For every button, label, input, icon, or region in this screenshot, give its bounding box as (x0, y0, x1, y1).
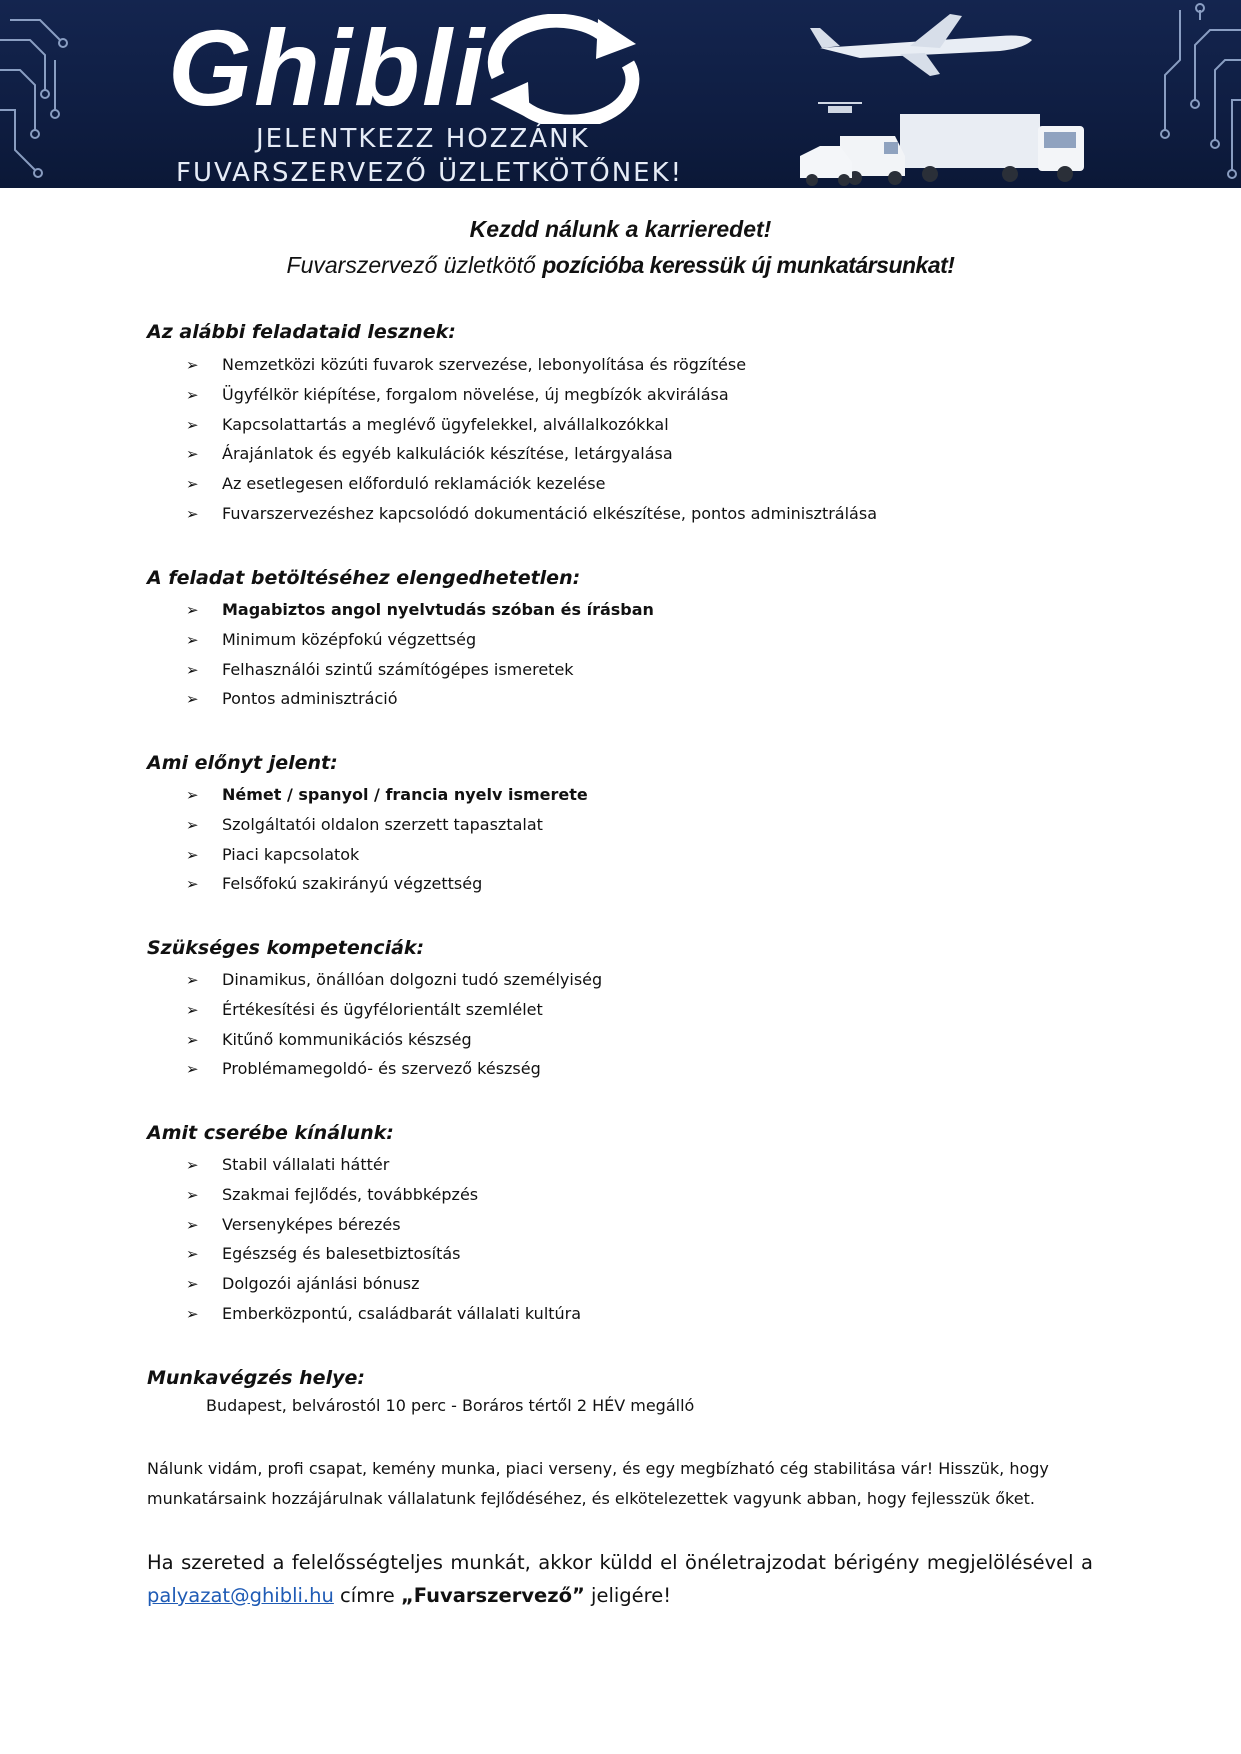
list-item: ➢ Értékesítési és ügyfélorientált szemlélet (186, 995, 602, 1025)
arrow-bullet-icon: ➢ (186, 690, 199, 709)
arrow-bullet-icon: ➢ (186, 845, 199, 864)
section-title-location: Munkavégzés helye: (147, 1367, 365, 1389)
closing-end: jeligére! (584, 1584, 672, 1607)
logo: Ghibli (168, 7, 486, 128)
list-item: ➢ Az esetlegesen előforduló reklamációk kezelése (186, 469, 877, 499)
email-link[interactable]: palyazat@ghibli.hu (147, 1584, 334, 1607)
list-item: ➢ Minimum középfokú végzettség (186, 625, 654, 655)
list-item: ➢ Felsőfokú szakirányú végzettség (186, 869, 588, 899)
closing-line: Ha szereted a felelősségteljes munkát, akkor küldd el önéletrajzodat bérigény megjelölésével a (147, 1551, 1093, 1574)
list-item: ➢ Ügyfélkör kiépítése, forgalom növelése, új megbízók akvirálása (186, 380, 877, 410)
list-item: ➢ Pontos adminisztráció (186, 684, 654, 714)
arrow-bullet-icon: ➢ (186, 1060, 199, 1079)
arrow-bullet-icon: ➢ (186, 1185, 199, 1204)
tasks-list (186, 350, 877, 529)
section-title-tasks: Az alábbi feladataid lesznek: (147, 321, 456, 343)
truck-icon (900, 114, 1084, 182)
arrow-bullet-icon: ➢ (186, 630, 199, 649)
offers-list (186, 1150, 581, 1329)
arrow-bullet-icon: ➢ (186, 1215, 199, 1234)
arrow-bullet-icon: ➢ (186, 475, 199, 494)
section-title-requirements: A feladat betöltéséhez elengedhetetlen: (147, 567, 581, 589)
header-banner (0, 0, 1241, 188)
recycle-arrows-icon (478, 14, 648, 124)
application-instructions (147, 1546, 1093, 1612)
work-location: Budapest, belvárostól 10 perc - Boráros tértől 2 HÉV megálló (206, 1396, 695, 1415)
arrow-bullet-icon: ➢ (186, 875, 199, 894)
company-description: Nálunk vidám, profi csapat, kemény munka, piaci verseny, és egy megbízható cég stabilitása vár! Hisszük, hogy munkatársaink hozzájárulnak vállalatunk fejlődéséhez, és elkötelezettek vagyunk abban, hogy fejlesszük őket. (147, 1459, 1049, 1508)
arrow-bullet-icon: ➢ (186, 1245, 199, 1264)
arrow-bullet-icon: ➢ (186, 1275, 199, 1294)
list-item: ➢ Nemzetközi közúti fuvarok szervezése, lebonyolítása és rögzítése (186, 350, 877, 380)
arrow-bullet-icon: ➢ (186, 1156, 199, 1174)
arrow-bullet-icon: ➢ (186, 504, 199, 523)
list-item: ➢ Dolgozói ajánlási bónusz (186, 1269, 581, 1299)
list-item: ➢ Kitűnő kommunikációs készség (186, 1025, 602, 1055)
closing-middle: címre (333, 1584, 401, 1607)
list-item: ➢ Szakmai fejlődés, továbbképzés (186, 1180, 581, 1210)
airplane-icon (810, 14, 1032, 76)
banner-tagline-2: FUVARSZERVEZŐ ÜZLETKÖTŐNEK! (176, 158, 684, 188)
arrow-bullet-icon: ➢ (186, 356, 199, 374)
banner-tagline-1: JELENTKEZZ HOZZÁNK (256, 124, 590, 154)
arrow-bullet-icon: ➢ (186, 601, 199, 619)
list-item: ➢ Magabiztos angol nyelvtudás szóban és írásban (186, 595, 654, 625)
list-item: ➢ Német / spanyol / francia nyelv ismerete (186, 780, 588, 810)
list-item: ➢ Emberközpontú, családbarát vállalati kultúra (186, 1299, 581, 1329)
list-item: ➢ Stabil vállalati háttér (186, 1150, 581, 1180)
list-item: ➢ Egészség és balesetbiztosítás (186, 1239, 581, 1269)
list-item: ➢ Problémamegoldó- és szervező készség (186, 1054, 602, 1084)
competencies-list (186, 965, 602, 1084)
list-item: ➢ Versenyképes bérezés (186, 1210, 581, 1240)
section-title-competencies: Szükséges kompetenciák: (147, 937, 425, 959)
arrow-bullet-icon: ➢ (186, 385, 199, 404)
page-title: Kezdd nálunk a karrieredet! (469, 216, 772, 242)
page-subtitle (0, 252, 1241, 279)
arrow-bullet-icon: ➢ (186, 415, 199, 434)
vehicles-illustration (800, 6, 1100, 186)
subtitle-regular: Fuvarszervező üzletkötő (286, 252, 543, 278)
advantages-list (186, 780, 588, 899)
list-item: ➢ Árajánlatok és egyéb kalkulációk készítése, letárgyalása (186, 439, 877, 469)
arrow-bullet-icon: ➢ (186, 815, 199, 834)
closing-keyword: „Fuvarszervező” (400, 1584, 585, 1607)
arrow-bullet-icon: ➢ (186, 1030, 199, 1049)
arrow-bullet-icon: ➢ (186, 1000, 199, 1019)
arrow-bullet-icon: ➢ (186, 1304, 199, 1323)
list-item: ➢ Fuvarszervezéshez kapcsolódó dokumentáció elkészítése, pontos adminisztrálása (186, 499, 877, 529)
list-item: ➢ Kapcsolattartás a meglévő ügyfelekkel, alvállalkozókkal (186, 410, 877, 440)
section-title-advantages: Ami előnyt jelent: (147, 752, 338, 774)
car-icon (800, 146, 852, 186)
requirements-list (186, 595, 654, 714)
list-item: ➢ Piaci kapcsolatok (186, 840, 588, 870)
drone-icon (818, 103, 862, 113)
section-title-offers: Amit cserébe kínálunk: (147, 1122, 394, 1144)
subtitle-bold: pozícióba keressük új munkatársunkat! (542, 252, 955, 278)
arrow-bullet-icon: ➢ (186, 971, 199, 989)
list-item: ➢ Dinamikus, önállóan dolgozni tudó személyiség (186, 965, 602, 995)
list-item: ➢ Felhasználói szintű számítógépes ismeretek (186, 655, 654, 685)
list-item: ➢ Szolgáltatói oldalon szerzett tapasztalat (186, 810, 588, 840)
arrow-bullet-icon: ➢ (186, 786, 199, 804)
arrow-bullet-icon: ➢ (186, 445, 199, 464)
arrow-bullet-icon: ➢ (186, 660, 199, 679)
